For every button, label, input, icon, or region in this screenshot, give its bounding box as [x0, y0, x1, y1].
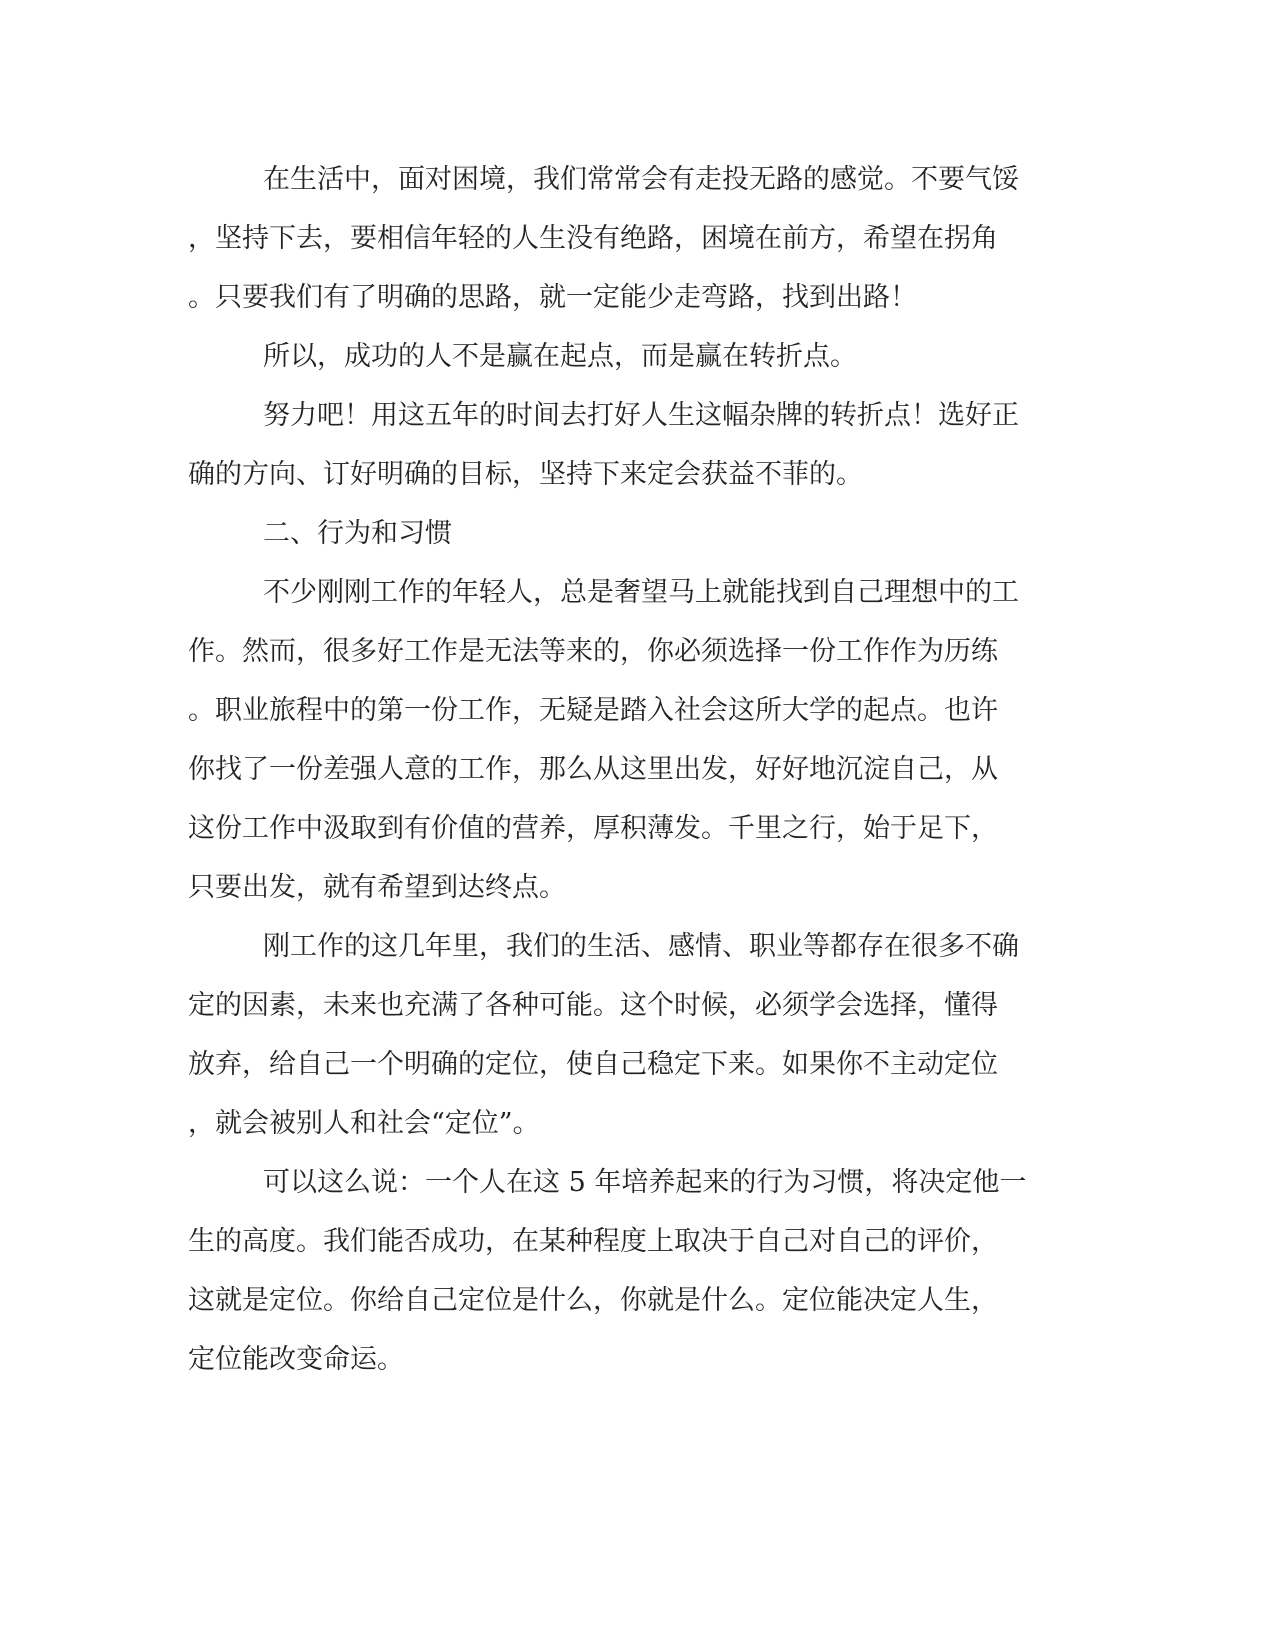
text-line: 只要出发，就有希望到达终点。	[188, 872, 566, 903]
text-line: 努力吧！用这五年的时间去打好人生这幅杂牌的转折点！选好正	[263, 400, 1019, 431]
text-line: 你找了一份差强人意的工作，那么从这里出发，好好地沉淀自己，从	[188, 754, 998, 785]
text-line: 这就是定位。你给自己定位是什么，你就是什么。定位能决定人生，	[188, 1285, 998, 1316]
text-line: 不少刚刚工作的年轻人，总是奢望马上就能找到自己理想中的工	[263, 577, 1019, 608]
text-line: ，坚持下去，要相信年轻的人生没有绝路，困境在前方，希望在拐角	[188, 223, 998, 254]
text-line: 确的方向、订好明确的目标，坚持下来定会获益不菲的。	[188, 459, 863, 490]
text-line: 作。然而，很多好工作是无法等来的，你必须选择一份工作作为历练	[188, 636, 998, 667]
text-line: 放弃，给自己一个明确的定位，使自己稳定下来。如果你不主动定位	[188, 1049, 998, 1080]
text-line: ，就会被别人和社会“定位”。	[188, 1108, 540, 1139]
text-line: 可以这么说：一个人在这 5 年培养起来的行为习惯，将决定他一	[263, 1167, 1027, 1198]
text-line: 刚工作的这几年里，我们的生活、感情、职业等都存在很多不确	[263, 931, 1019, 962]
text-line: 在生活中，面对困境，我们常常会有走投无路的感觉。不要气馁	[263, 164, 1019, 195]
text-line: 这份工作中汲取到有价值的营养，厚积薄发。千里之行，始于足下，	[188, 813, 998, 844]
text-line: 。职业旅程中的第一份工作，无疑是踏入社会这所大学的起点。也许	[188, 695, 998, 726]
text-line: 定位能改变命运。	[188, 1344, 404, 1375]
text-line: 所以，成功的人不是赢在起点，而是赢在转折点。	[263, 341, 857, 372]
text-line: 。只要我们有了明确的思路，就一定能少走弯路，找到出路！	[188, 282, 917, 313]
section-heading: 二、行为和习惯	[263, 518, 452, 549]
text-line: 定的因素，未来也充满了各种可能。这个时候，必须学会选择，懂得	[188, 990, 998, 1021]
text-line: 生的高度。我们能否成功，在某种程度上取决于自己对自己的评价，	[188, 1226, 998, 1257]
